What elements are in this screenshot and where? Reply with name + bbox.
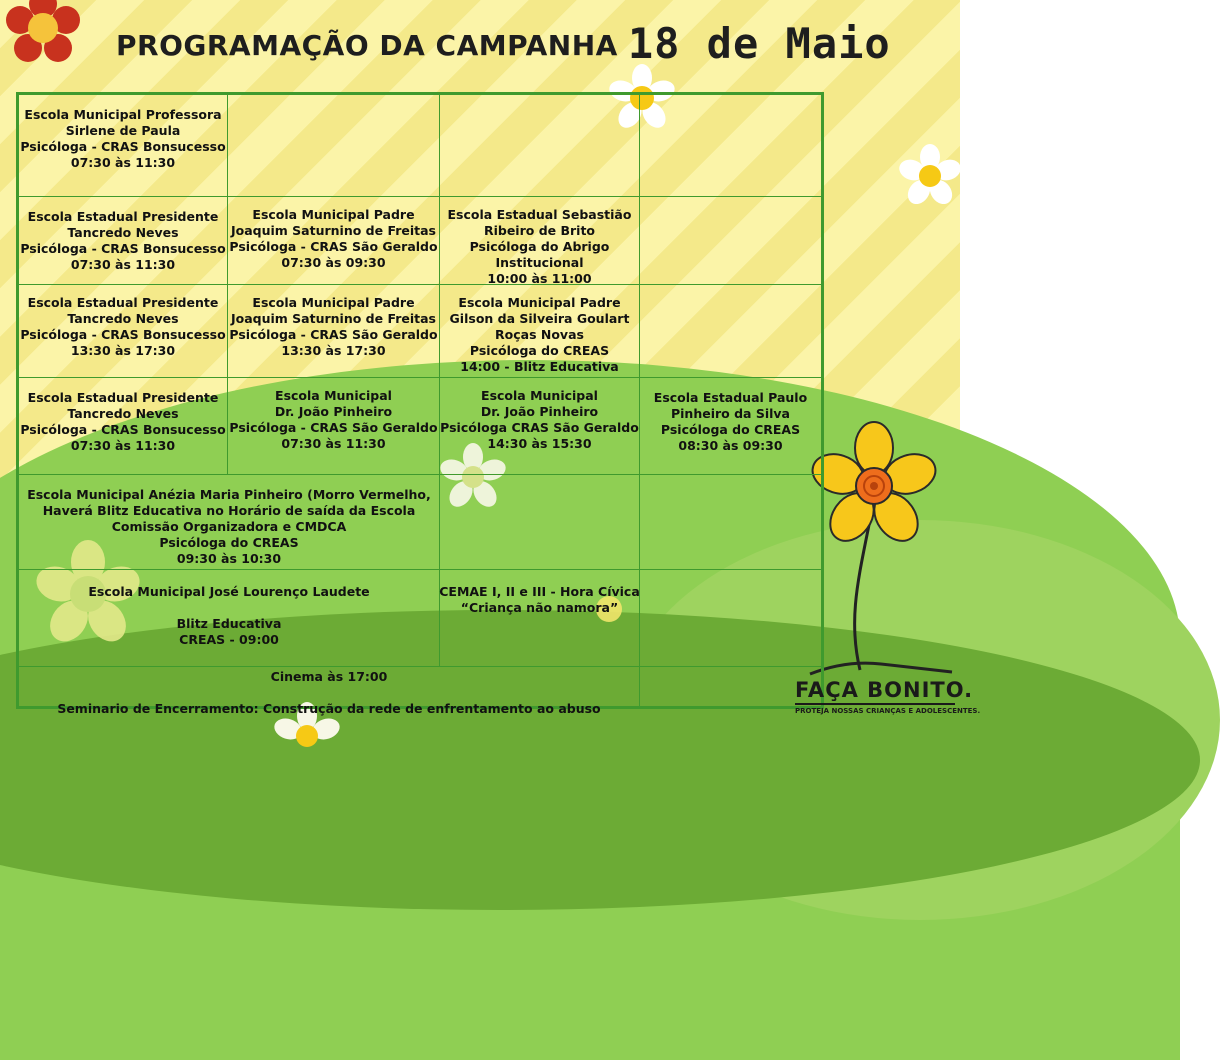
cell-line: Psicóloga - CRAS Bonsucesso <box>20 139 226 154</box>
cell-line: Escola Estadual Presidente <box>27 390 219 405</box>
cell-line: Escola Estadual Sebastião <box>447 207 632 222</box>
cell-line: Escola Estadual Paulo <box>653 390 808 405</box>
schedule-cell <box>640 197 821 285</box>
cell-line: Ribeiro de Brito <box>483 223 596 238</box>
campaign-title: PROGRAMAÇÃO DA CAMPANHA <box>116 29 618 62</box>
cell-line: Tancredo Neves <box>67 406 179 421</box>
cell-line: Comissão Organizadora e CMDCA <box>111 519 347 534</box>
yellow-flower-icon <box>808 420 938 682</box>
cell-line: Dr. João Pinheiro <box>480 404 599 419</box>
page-title <box>116 4 891 68</box>
cell-line: Escola Municipal <box>275 388 392 403</box>
cell-line: Tancredo Neves <box>67 225 179 240</box>
schedule-cell <box>440 197 640 285</box>
schedule-cell <box>640 570 821 667</box>
schedule-cell <box>440 475 640 570</box>
cell-line: Escola Municipal <box>481 388 598 403</box>
schedule-cell <box>440 285 640 378</box>
cell-line: Blitz Educativa <box>176 616 282 631</box>
brand-name: FAÇA BONITO. <box>795 678 974 702</box>
cell-line: Escola Estadual Presidente <box>27 295 219 310</box>
cell-line: Haverá Blitz Educativa no Horário de saída da Escola <box>42 503 416 518</box>
cell-line: Escola Municipal Padre <box>458 295 621 310</box>
schedule-cell <box>440 378 640 475</box>
schedule-cell <box>640 95 821 197</box>
cell-line: CEMAE I, II e III - Hora Cívica <box>439 584 640 599</box>
cell-line: Escola Estadual Presidente <box>27 209 219 224</box>
campaign-date: 18 de Maio <box>627 19 891 68</box>
cell-line: 14:00 - Blitz Educativa <box>460 359 619 374</box>
schedule-cell <box>640 285 821 378</box>
cell-line: Psicóloga - CRAS Bonsucesso <box>20 327 226 342</box>
schedule-cell <box>440 95 640 197</box>
cell-line: Psicóloga - CRAS Bonsucesso <box>20 241 226 256</box>
cell-line: 07:30 às 09:30 <box>281 255 386 270</box>
cell-line: Pinheiro da Silva <box>670 406 790 421</box>
cell-line: Psicóloga do Abrigo <box>469 239 610 254</box>
cell-line: Institucional <box>495 255 584 270</box>
cell-line: CREAS - 09:00 <box>179 632 279 647</box>
schedule-cell <box>19 667 640 716</box>
cell-line: Gilson da Silveira Goulart <box>449 311 630 326</box>
cell-line: Tancredo Neves <box>67 311 179 326</box>
cell-line: 14:30 às 15:30 <box>487 436 592 451</box>
schedule-cell <box>228 197 440 285</box>
faca-bonito-logo <box>795 678 981 715</box>
schedule-cell <box>19 570 440 667</box>
cell-line <box>327 685 331 701</box>
schedule-cell <box>19 95 228 197</box>
cell-line: Psicóloga do CREAS <box>159 535 299 550</box>
cell-line: 09:30 às 10:30 <box>176 551 282 566</box>
cell-line: Escola Municipal José Lourenço Laudete <box>88 584 370 599</box>
cell-line: Escola Municipal Professora <box>24 107 222 122</box>
cell-line: Psicóloga - CRAS São Geraldo <box>229 327 438 342</box>
cell-line: Escola Municipal Padre <box>252 295 415 310</box>
cell-line: Joaquim Saturnino de Freitas <box>231 223 436 238</box>
cell-line: 07:30 às 11:30 <box>70 155 176 170</box>
cell-line <box>227 600 231 616</box>
cell-line: Dr. João Pinheiro <box>274 404 393 419</box>
red-flower-icon <box>0 0 86 68</box>
schedule-cell <box>228 378 440 475</box>
cell-line: Psicóloga - CRAS São Geraldo <box>229 239 438 254</box>
cell-line: 13:30 às 17:30 <box>281 343 386 358</box>
schedule-cell <box>640 667 821 709</box>
cell-line: Roças Novas <box>495 327 584 342</box>
cell-line: Psicóloga do CREAS <box>469 343 610 358</box>
cell-line: Seminario de Encerramento: Construção da rede de enfrentamento ao abuso <box>57 701 601 716</box>
schedule-cell <box>19 475 440 570</box>
schedule-cell <box>19 197 228 285</box>
schedule-cell <box>19 378 228 475</box>
cell-line: Escola Municipal Padre <box>252 207 415 222</box>
schedule-cell <box>440 570 640 667</box>
brand-tagline: PROTEJA NOSSAS CRIANÇAS E ADOLESCENTES. <box>795 703 955 715</box>
schedule-table <box>16 92 824 716</box>
cell-line: Escola Municipal Anézia Maria Pinheiro (Morro Vermelho, <box>27 487 431 502</box>
cell-line: Sirlene de Paula <box>65 123 181 138</box>
cell-line: Psicóloga CRAS São Geraldo <box>440 420 639 435</box>
schedule-cell <box>228 95 440 197</box>
schedule-cell <box>640 475 821 570</box>
schedule-cell <box>228 285 440 378</box>
cell-line: 13:30 às 17:30 <box>70 343 176 358</box>
cell-line: 08:30 às 09:30 <box>678 438 783 453</box>
schedule-cell <box>19 285 228 378</box>
cell-line: 07:30 às 11:30 <box>70 438 176 453</box>
cell-line: 07:30 às 11:30 <box>281 436 386 451</box>
cell-line: Psicóloga do CREAS <box>660 422 801 437</box>
cell-line: 07:30 às 11:30 <box>70 257 176 272</box>
white-flower-icon <box>896 142 960 210</box>
cell-line: 10:00 às 11:00 <box>487 271 592 286</box>
cell-line: Joaquim Saturnino de Freitas <box>231 311 436 326</box>
schedule-cell <box>640 378 821 475</box>
cell-line: Psicóloga - CRAS Bonsucesso <box>20 422 226 437</box>
cell-line: Cinema às 17:00 <box>270 669 388 684</box>
cell-line: “Criança não namora” <box>460 600 619 615</box>
cell-line: Psicóloga - CRAS São Geraldo <box>229 420 438 435</box>
grass-line-icon <box>806 656 956 678</box>
